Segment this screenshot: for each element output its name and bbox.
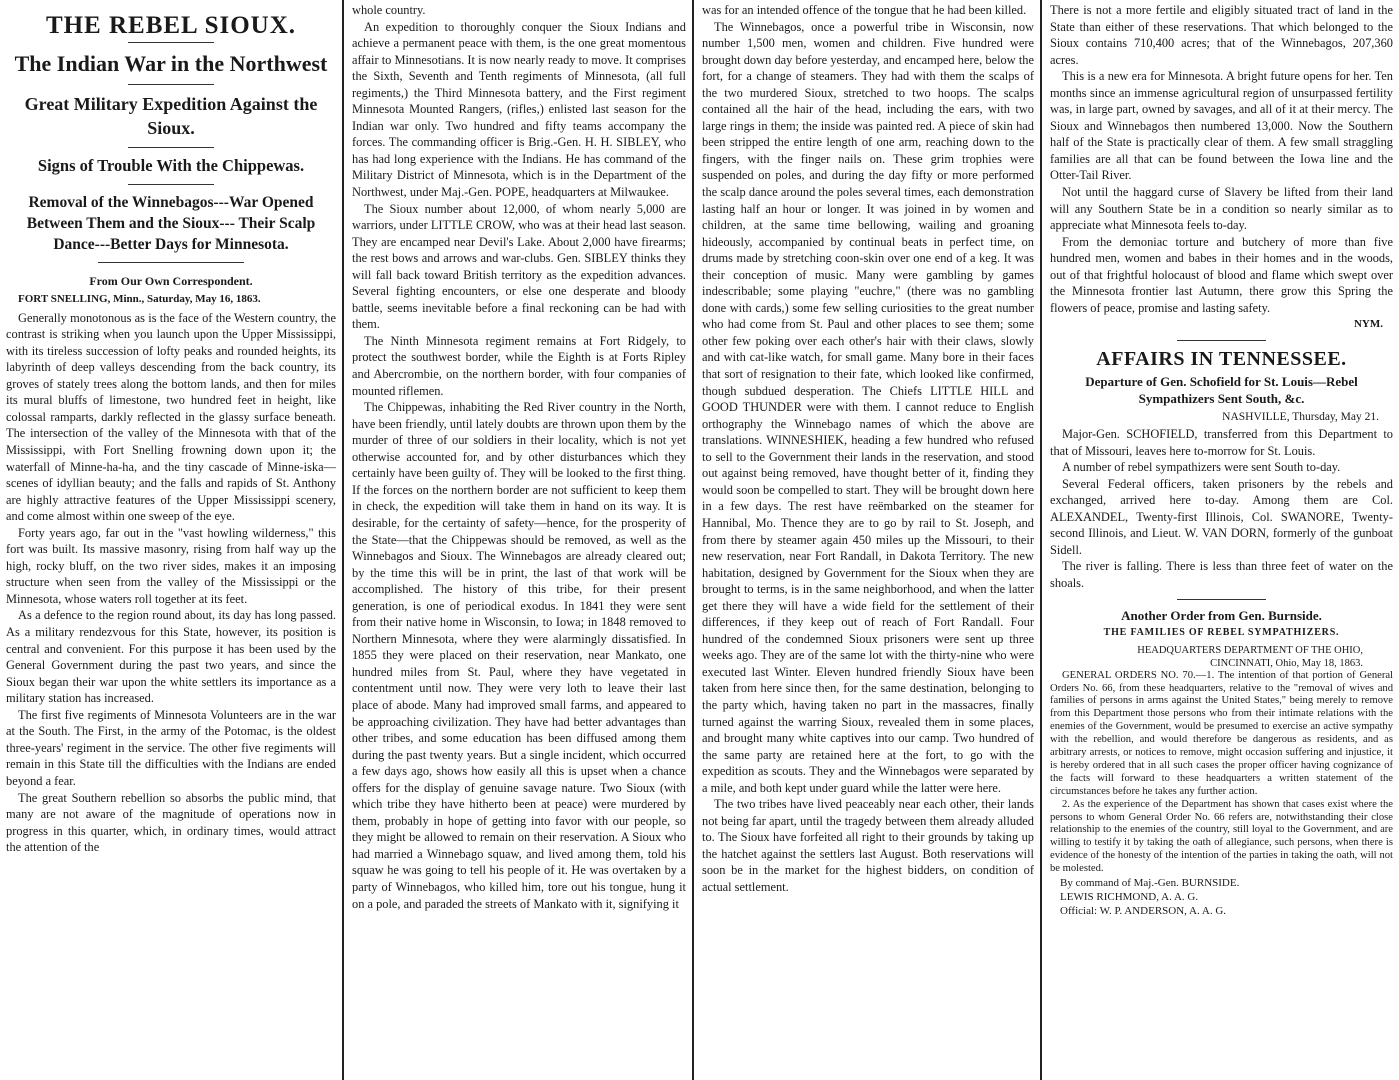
order-signature-2: LEWIS RICHMOND, A. A. G.: [1060, 891, 1199, 904]
paragraph: The great Southern rebellion so absorbs the public mind, that many are not aware of the magnitude of operations now in progress in this quarter, which, in ordinary times, would attract the attention of the: [6, 790, 336, 855]
paragraph: Not until the haggard curse of Slavery be lifted from their land will any Southern State be in a condition so nearly similar as to appreciate what Minnesota feels to-day.: [1050, 185, 1393, 233]
article-subhead-2: Great Military Expedition Against the Sioux.: [24, 93, 318, 138]
order-location-date: CINCINNATI, Ohio, May 18, 1863.: [1210, 657, 1363, 669]
paragraph: The two tribes have lived peaceably near each other, their lands not being far apart, until the tragedy between them already alluded to. The Sioux have forfeited all right to their grounds by taking up the hatchet against the settlers last August. Both reservations will soon be in the market for the highest bidders, on condition of actual settlement.: [702, 797, 1034, 894]
tennessee-title: AFFAIRS IN TENNESSEE.: [1096, 347, 1347, 370]
article-subhead-3: Signs of Trouble With the Chippewas.: [37, 155, 305, 175]
paragraph: The first five regiments of Minnesota Volunteers are in the war at the South. The First, in the army of the Potomac, is the oldest three-years' regiment in the service. The other five regiments will remain in this State till the difficulties with the Indians are ended beyond a fear.: [6, 707, 336, 788]
paragraph: Generally monotonous as is the face of the Western country, the contrast is striking when you launch upon the Upper Mississippi, with its tireless succession of lofty peaks and rounded heights, its labyrinth of deep valleys descending from the back country, its groves of stately trees along the bottom lands, and then for miles its mural bluffs of limestone, two hundred feet in height, like colossal ramparts, darkly reflected in the glassy surface beneath. The intersection of the valley of the Minnesota with that of the Mississippi, with Fort Snelling frowning down upon it; the waterfall of Minne-ha-ha, and the tiny cascade of Minne-iska—scenes of idyllian beauty; and the falls and rapids of St. Anthony are highly attractive features of the Upper Mississippi scenery, and come almost within one sweep of the eye.: [6, 310, 336, 524]
paragraph: The Ninth Minnesota regiment remains at Fort Ridgely, to protect the southwest border, while the Eighth is at Forts Ripley and Abercrombie, on the northern border, with four companies of mounted riflemen.: [352, 333, 686, 398]
paragraph: From the demoniac torture and butchery of more than five hundred men, women and babes in their homes and in the woods, out of that frightful holocaust of blood and flame which swept over the Minnesota frontier last Autumn, there grow this Spring the flowers of peace, promise and lasting safety.: [1050, 234, 1393, 315]
divider: [1177, 599, 1266, 600]
order-signature-1: By command of Maj.-Gen. BURNSIDE.: [1060, 877, 1240, 890]
paragraph: This is a new era for Minnesota. A bright future opens for her. Ten months since an immense agricultural region of unsurpassed fertility was, in large part, owned by savages, and all of it at their mercy. The Sioux and Winnebagos then numbered 13,000. Now the Southern half of the State is practically clear of them. A few small straggling families are all that can be found between the Iowa line and the Otter-Tail River.: [1050, 69, 1393, 183]
divider: [98, 262, 243, 263]
signature: NYM.: [1353, 318, 1383, 331]
order-title: Another Order from Gen. Burnside.: [1121, 607, 1322, 623]
column-1: [0, 0, 344, 1080]
article-title: THE REBEL SIOUX.: [45, 12, 297, 39]
paragraph: Forty years ago, far out in the "vast howling wilderness," this fort was built. Its massive masonry, rising from half way up the high, rocky bluff, on the two river sides, makes it an imposing structure when seen from the valley of the Mississippi or the Minnesota, whose waters roll together at its feet.: [6, 525, 336, 606]
article-subhead-1: The Indian War in the Northwest: [14, 50, 328, 76]
order-headquarters: HEADQUARTERS DEPARTMENT OF THE OHIO,: [1137, 644, 1363, 656]
order-signature-3: Official: W. P. ANDERSON, A. A. G.: [1060, 905, 1227, 918]
divider: [128, 147, 214, 148]
paragraph: The Winnebagos, once a powerful tribe in Wisconsin, now number 1,500 men, women and children. Five hundred were brought down day before yesterday, and encamped here, below the fort, for a change of steamers. They had with them the scalps of the two murdered Sioux, stretched to two hoops. The scalps contained all the hair of the head, including the ears, with two large rings in them; the inside was painted red. A piece of skin had been stripped the entire length of one arm, reaching down to the fingers, with the finger nails on. These grim trophies were suspended on poles, and during the day fifty or more performed the scalp dance around the poles several times, each demonstration lasting half an hour or longer. It was joined in by women and children, at the same time bellowing, wailing and groaning hideously, accompanied by continual beats in perfect time, on drums made by stretching coon-skin over one end of a keg. It was their conception of music. Many were gambling by games indescribable; some playing "euchre," (there was no gambling done with cards,) some few selling curiosities to the great number who had come from St. Paul and other places to see them; some other few poking over each other's hair with their claws, slowly and with cat-like watch, for small game. Many bore in their faces that sort of resignation to their fate, which looked like confirmed, though subdued desperation. The Chiefs LITTLE HILL and GOOD THUNDER were with them. I cannot reduce to English orthography the Winnebago names of which the above are translations. WINNESHIEK, heading a few hundred who refused to sell to the Government their lands in the reservation, and stood out against being removed, have thought better of it, finding they would soon be compelled to start. They will be brought down here in a few days. The rest have reëmbarked on the steamer for Hannibal, Mo. Thence they are to go by rail to St. Joseph, and from there by steamer again 450 miles up the Missouri, to their new reservation, near Fort Randall, in Dakota Territory. The new habitation, designed by Government for the Sioux when they are brought to terms, is in the same neighborhood, and when the latter get there they will have a wide field for the settlement of their differences, if they keep out of reach of Fort Randall. Four hundred of the condemned Sioux prisoners were sent up three weeks ago. They are of the same lot with the thirty-nine who were executed last Winter. Eleven hundred friendly Sioux have been taken from here since then, for the same destination, belonging to the party which, having taken no part in the massacres, finally turned against the warring Sioux, revealed them in some places, and brought many white captives into our camp. Two hundred of the same party are retained here at the fort, to go with the expedition as scouts. They and the Winnebagos were separated by a mile, and both kept under guard while the latter were here.: [702, 19, 1034, 795]
tennessee-dateline: NASHVILLE, Thursday, May 21.: [1222, 411, 1379, 424]
divider: [1177, 340, 1266, 341]
paragraph: There is not a more fertile and eligibly situated tract of land in the State than either of these reservations. That which belonged to the Sioux contains 710,400 acres; that of the Winnebagos, 207,360 acres.: [1050, 3, 1393, 67]
paragraph: was for an intended offence of the tongue that he had been killed.: [702, 3, 1027, 17]
paragraph: An expedition to thoroughly conquer the Sioux Indians and achieve a permanent peace with them, is the one great momentous affair to Minnesotians. It is now nearly ready to move. It comprises the Sixth, Seventh and Tenth regiments of Minnesota, (all full regiments,) the Third Minnesota battery, and the First regiment Minnesota Mounted Rangers, (rifles,) enlisted last season for the Indian war only. Two hundred and fifty teams accompany the forces. The commanding officer is Brig.-Gen. H. H. SIBLEY, who has had long experience with the Indians. He has command of the Military District of Minnesota, which is in the Department of the Northwest, under Maj.-Gen. POPE, headquarters at Milwaukee.: [352, 19, 686, 200]
paragraph: Major-Gen. SCHOFIELD, transferred from this Department to that of Missouri, leaves here to-morrow for St. Louis.: [1050, 427, 1393, 458]
paragraph: As a defence to the region round about, its day has long passed. As a military rendezvous for this State, however, its position is central and convenient. For this purpose it has been used by the General Government during the past two years, and since the Sioux began their war upon the white settlers its importance as a military station has increased.: [6, 608, 336, 706]
paragraph: 2. As the experience of the Department has shown that cases exist where the persons to whom General Order No. 66 refers are, notwithstanding their close relationship to the enemies of the country, still loyal to the Government, and are willing to testify it by taking the oath of allegiance, such persons, when there is evidence of the honesty of the intention of the parties in taking the oath, will not be molested.: [1050, 798, 1393, 875]
order-subhead: THE FAMILIES OF REBEL SYMPATHIZERS.: [1103, 627, 1340, 639]
paragraph: A number of rebel sympathizers were sent South to-day.: [1062, 460, 1341, 475]
byline: From Our Own Correspondent.: [89, 273, 253, 288]
paragraph: The Sioux number about 12,000, of whom nearly 5,000 are warriors, under LITTLE CROW, who was at their head last season. They are encamped near Devil's Lake. About 2,000 have firearms; the rest bows and arrows and war-clubs. Gen. SIBLEY thinks they will fall back toward British territory as the expedition advances. Several fighting encounters, or else one desperate and bloody battle, seems inevitable before a final reckoning can be had with them.: [352, 201, 686, 332]
column-2: [346, 0, 694, 1080]
paragraph: The river is falling. There is less than three feet of water on the shoals.: [1050, 559, 1393, 590]
column-4: [1044, 0, 1399, 1080]
article-subhead-4: Removal of the Winnebagos---War Opened Between Them and the Sioux--- Their Scalp Dance---Better Days for Minnesota.: [26, 193, 316, 253]
divider: [128, 84, 214, 85]
paragraph: GENERAL ORDERS NO. 70.—1. The intention of that portion of General Orders No. 66, from these headquarters, relative to the "removal of wives and families of persons in arms against the United States," being merely to remove from this Department those persons who from their intimate relations with the enemies of the Government, would be presumed to exercise an active sympathy with the rebellion, and would therefore be dangerous as residents, and as arbitrary arrests, or notices to remove, might occasion suffering and injustice, it is hereby ordered that in all such cases the proper officer having cognizance of the facts will forward to these headquarters a written statement of the circumstances before he takes any further action.: [1050, 669, 1393, 797]
divider: [128, 184, 214, 185]
column-3: [696, 0, 1042, 1080]
paragraph: Several Federal officers, taken prisoners by the rebels and exchanged, arrived here to-day. Among them are Col. ALEXANDEL, Twenty-first Illinois, Col. SWANORE, Twenty-second Illinois, and Lieut. W. VAN DORN, formerly of the gunboat Sidell.: [1050, 476, 1393, 557]
tennessee-subhead: Departure of Gen. Schofield for St. Louis—Rebel Sympathizers Sent South, &c.: [1085, 374, 1358, 407]
divider: [128, 42, 214, 43]
paragraph: whole country.: [352, 3, 426, 17]
dateline: FORT SNELLING, Minn., Saturday, May 16, 1863.: [18, 293, 261, 306]
paragraph: The Chippewas, inhabiting the Red River country in the North, have been friendly, until lately doubts are thrown upon them by the murder of three of our soldiers in their locality, which is not yet otherwise accounted for, and by other disturbances which they certainly have been guilty of. They will be looked to the first thing. If the forces on the northern border are not sufficient to keep them in check, the expedition will take them in hand on its way. It is desirable, for the certainty of safety—hence, for the prosperity of the State—that the Chippewas should be removed, as well as the Winnebagos and Sioux. The Winnebagos are already cleared out; by the time this will be in print, the last of that work will be accomplished. The history of this tribe, for their present generation, is one of periodical exodus. In 1841 they were sent from their native home in Wisconsin, to Iowa; in 1848 removed to Northern Minnesota, where they were alarmingly dissatisfied. In 1855 they were placed on their reservation, near Mankato, one hundred miles from St. Paul, where they have vegetated in contentment until now. They were very loth to leave their last place of abode. Many had improved small farms, and appeared to be approaching civilization. They have had better advantages than other tribes, and some education has been diffused among them during the past twenty years. But a single incident, which occurred a few days ago, shows how easily all this is upset when a chance offers for the display of genuine savage nature. Two Sioux (with which tribe they have hitherto been at peace) were murdered by them, probably in hope of getting into favor with our people, so they might be allowed to remain on their reservation. A Sioux who had married a Winnebago squaw, and lived among them, told his squaw he was going to tell his people of it. He was overtaken by a party of Winnebagos, who killed him, tore out his tongue, hung it on a pole, and paraded the streets of Mankato with it, signifying it: [352, 400, 686, 911]
